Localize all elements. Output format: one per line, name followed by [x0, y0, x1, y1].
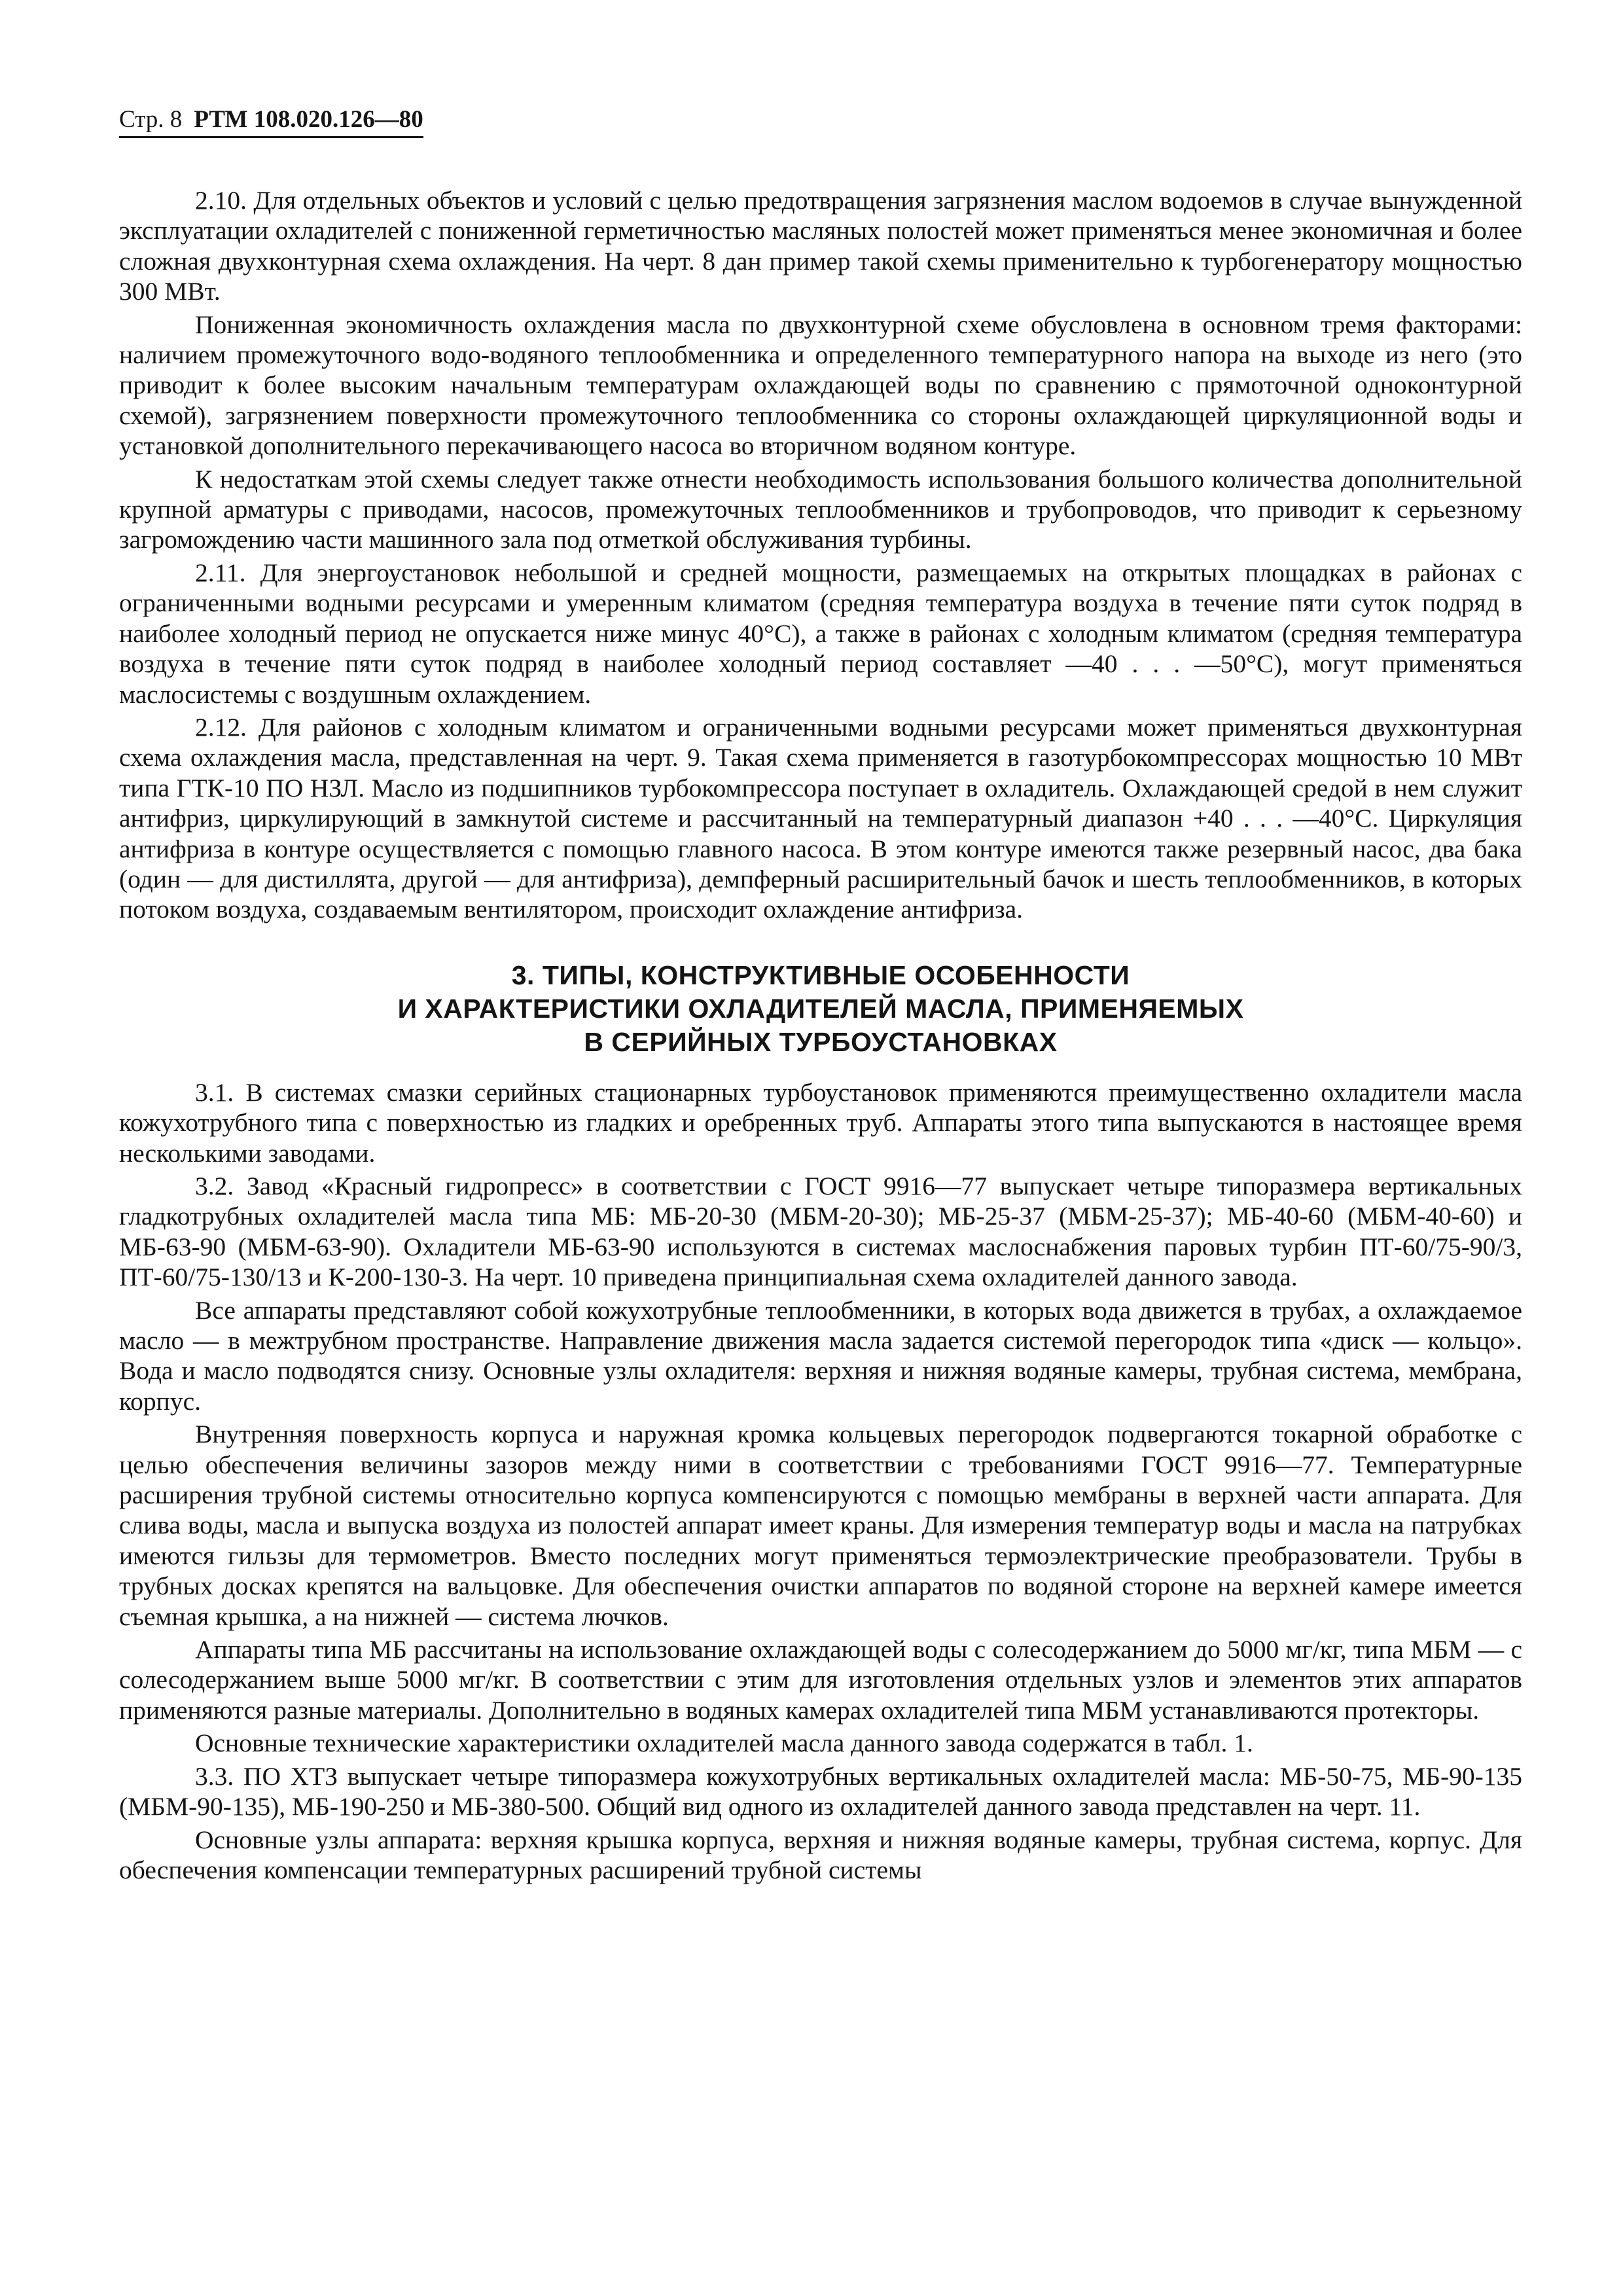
document-page: [119, 105, 1522, 1888]
paragraph-table-ref: Основные технические характеристики охладителей масла данного завода содержатся в табл. 1.: [195, 1729, 1253, 1758]
paragraph-2-12: 2.12. Для районов с холодным климатом и ограниченными водными ресурсами может применяться двухконтурная схема охлаждения масла, представленная на черт. 9. Такая схема применяется в газотурбокомпрессорах мощностью 10 МВт типа ГТК-10 ПО НЗЛ. Масло из подшипников турбокомпрессора поступает в охладитель. Охлаждающей средой в нем служит антифриз, циркулирующий в замкнутой системе и рассчитанный на температурный диапазон +40 . . . —40°С. Циркуляция антифриза в контуре осуществляется с помощью главного насоса. В этом контуре имеются также резервный насос, два бака (один — для дистиллята, другой — для антифриза), демпферный расширительный бачок и шесть теплообменников, в которых потоком воздуха, создаваемым вентилятором, происходит охлаждение антифриза.: [119, 712, 1522, 924]
document-body: [119, 185, 1522, 1885]
paragraph-2-10: 2.10. Для отдельных объектов и условий с целью предотвращения загрязнения маслом водоемов в случае вынужденной эксплуатации охладителей с пониженной герметичностью масляных полостей может применяться менее экономичная и более сложная двухконтурная схема охлаждения. На черт. 8 дан пример такой схемы применительно к турбогенератору мощностью 300 МВт.: [119, 186, 1522, 306]
running-header: [119, 105, 423, 138]
section-heading: [119, 959, 1522, 1059]
paragraph-2-11: 2.11. Для энергоустановок небольшой и средней мощности, размещаемых на открытых площадках в районах с ограниченными водными ресурсами и умеренным климатом (средняя температура воздуха в течение пяти суток подряд в наиболее холодный период не опускается ниже минус 40°С), а также в районах с холодным климатом (средняя температура воздуха в течение пяти суток подряд в наиболее холодный период составляет —40 . . . —50°С), могут применяться маслосистемы с воздушным охлаждением.: [119, 558, 1522, 709]
paragraph-3-3: 3.3. ПО ХТЗ выпускает четыре типоразмера кожухотрубных вертикальных охладителей масла: МБ-50-75, МБ-90-135 (МБМ-90-135), МБ-190-250 и МБ-380-500. Общий вид одного из охладителей данного завода представлен на черт. 11.: [119, 1761, 1522, 1821]
paragraph-main-units: Основные узлы аппарата: верхняя крышка корпуса, верхняя и нижняя водяные камеры, трубная система, корпус. Для обеспечения компенсации температурных расширений трубной системы: [119, 1825, 1522, 1884]
paragraph-3-2: 3.2. Завод «Красный гидропресс» в соответствии с ГОСТ 9916—77 выпускает четыре типоразмера вертикальных гладкотрубных охладителей масла типа МБ: МБ-20-30 (МБМ-20-30); МБ-25-37 (МБМ-25-37); МБ-40-60 (МБМ-40-60) и МБ-63-90 (МБМ-63-90). Охладители МБ-63-90 используются в системах маслоснабжения паровых турбин ПТ-60/75-90/3, ПТ-60/75-130/13 и К-200-130-3. На черт. 10 приведена принципиальная схема охладителей данного завода.: [119, 1171, 1522, 1292]
section-heading-line: И ХАРАКТЕРИСТИКИ ОХЛАДИТЕЛЕЙ МАСЛА, ПРИМЕНЯЕМЫХ: [397, 993, 1244, 1024]
paragraph-drawbacks: К недостаткам этой схемы следует также отнести необходимость использования большого количества дополнительной крупной арматуры с приводами, насосов, промежуточных теплообменников и трубопроводов, что приводит к серьезному загромождению части машинного зала под отметкой обслуживания турбины.: [119, 464, 1522, 554]
page-number: Стр. 8: [119, 106, 183, 133]
document-code: РТМ 108.020.126—80: [194, 106, 423, 133]
paragraph-economy: Пониженная экономичность охлаждения масла по двухконтурной схеме обусловлена в основном тремя факторами: наличием промежуточного водо-водяного теплообменника и определенного температурного напора на выходе из него (это приводит к более высоким начальным температурам охлаждающей воды по сравнению с прямоточной одноконтурной схемой), загрязнением поверхности промежуточного теплообменника со стороны охлаждающей циркуляционной воды и установкой дополнительного перекачивающего насоса во вторичном водяном контуре.: [119, 310, 1522, 461]
paragraph-apparatus: Все аппараты представляют собой кожухотрубные теплообменники, в которых вода движется в трубах, а охлаждаемое масло — в межтрубном пространстве. Направление движения масла задается системой перегородок типа «диск — кольцо». Вода и масло подводятся снизу. Основные узлы охладителя: верхняя и нижняя водяные камеры, трубная система, мембрана, корпус.: [119, 1295, 1522, 1416]
section-heading-line: В СЕРИЙНЫХ ТУРБОУСТАНОВКАХ: [584, 1026, 1058, 1057]
paragraph-mb-types: Аппараты типа МБ рассчитаны на использование охлаждающей воды с солесодержанием до 5000 мг/кг, типа МБМ — с солесодержанием выше 5000 мг/кг. В соответствии с этим для изготовления отдельных узлов и элементов этих аппаратов применяются разные материалы. Дополнительно в водяных камерах охладителей типа МБМ устанавливаются протекторы.: [119, 1635, 1522, 1725]
paragraph-3-1: 3.1. В системах смазки серийных стационарных турбоустановок применяются преимущественно охладители масла кожухотрубного типа с поверхностью из гладких и оребренных труб. Аппараты этого типа выпускаются в настоящее время несколькими заводами.: [119, 1077, 1522, 1168]
section-heading-line: 3. ТИПЫ, КОНСТРУКТИВНЫЕ ОСОБЕННОСТИ: [511, 960, 1130, 990]
paragraph-inner-surface: Внутренняя поверхность корпуса и наружная кромка кольцевых перегородок подвергаются токарной обработке с целью обеспечения величины зазоров между ними в соответствии с требованиями ГОСТ 9916—77. Температурные расширения трубной системы относительно корпуса компенсируются с помощью мембраны в верхней части аппарата. Для слива воды, масла и выпуска воздуха из полостей аппарат имеет краны. Для измерения температур воды и масла на патрубках имеются гильзы для термометров. Вместо последних могут применяться термоэлектрические преобразователи. Трубы в трубных досках крепятся на вальцовке. Для обеспечения очистки аппаратов по водяной стороне на верхней камере имеется съемная крышка, а на нижней — система лючков.: [119, 1420, 1522, 1631]
